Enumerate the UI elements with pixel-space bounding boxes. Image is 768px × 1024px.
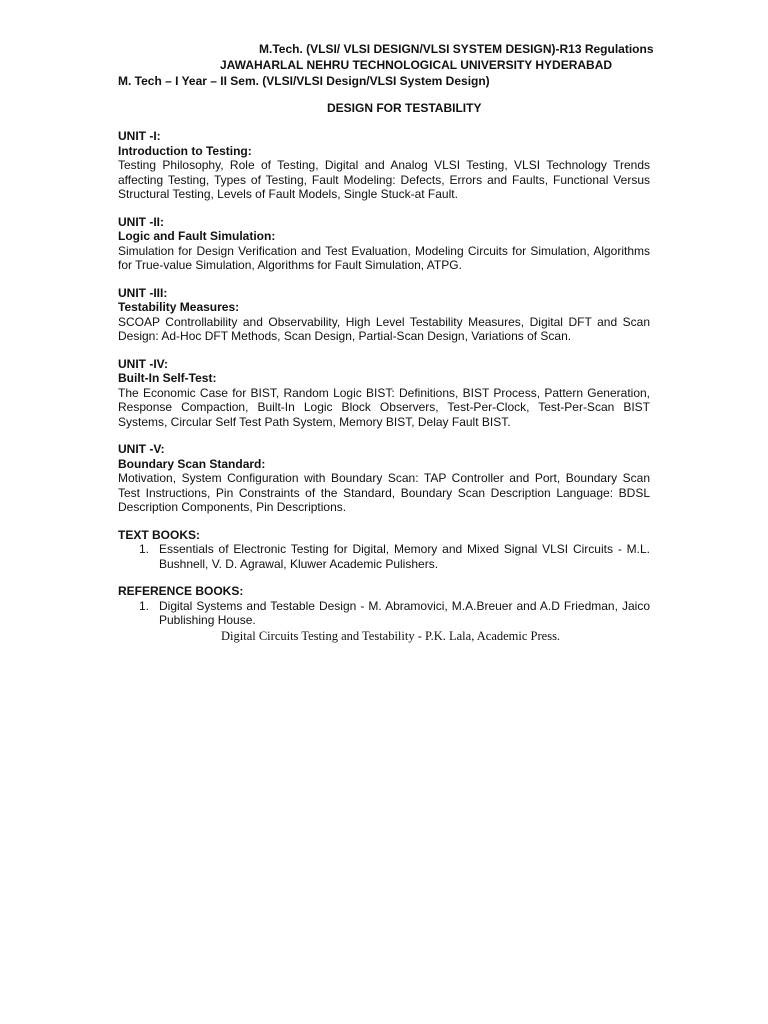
- book-number: 1.: [139, 598, 150, 613]
- unit-number: UNIT -I:: [118, 129, 161, 143]
- unit-title: Logic and Fault Simulation:: [118, 229, 276, 243]
- unit-section: [118, 129, 650, 202]
- text-books-section: [118, 528, 650, 572]
- course-title: DESIGN FOR TESTABILITY: [327, 101, 482, 115]
- unit-number: UNIT -II:: [118, 214, 164, 229]
- program-semester: M. Tech – I Year – II Sem. (VLSI/VLSI Design/VLSI System Design): [118, 74, 490, 88]
- reference-books-heading: REFERENCE BOOKS:: [118, 584, 244, 598]
- unit-title: Introduction to Testing:: [118, 143, 252, 158]
- unit-section: [118, 357, 650, 430]
- unit-number: UNIT -IV:: [118, 356, 168, 371]
- unit-topics: The Economic Case for BIST, Random Logic BIST: Definitions, BIST Process, Pattern Generation, Response Compaction, Built-In Logic Block Observers, Test-Per-Clock, Test-Per-Scan BIST Systems, Circular Self Test Path System, Memory BIST, Delay Fault BIST.: [118, 385, 650, 429]
- book-citation: Essentials of Electronic Testing for Digital, Memory and Mixed Signal VLSI Circuits - M.L. Bushnell, V. D. Agrawal, Kluwer Academic Pulishers.: [159, 542, 650, 571]
- reference-books-section: [118, 584, 650, 643]
- unit-title: Testability Measures:: [118, 300, 240, 314]
- book-entry: [118, 599, 650, 628]
- unit-topics: Motivation, System Configuration with Boundary Scan: TAP Controller and Port, Boundary Scan Test Instructions, Pin Constraints of the Standard, Boundary Scan Description Language: BDSL Description Components, Pin Descriptions.: [118, 471, 650, 514]
- regulation-header: M.Tech. (VLSI/ VLSI DESIGN/VLSI SYSTEM DESIGN)-R13 Regulations: [259, 42, 654, 56]
- unit-title: Boundary Scan Standard:: [118, 456, 266, 471]
- unit-section: [118, 215, 650, 273]
- unit-number: UNIT -III:: [118, 285, 168, 300]
- additional-reference: Digital Circuits Testing and Testability - P.K. Lala, Academic Press.: [221, 628, 561, 643]
- unit-section: [118, 286, 650, 344]
- book-number: 1.: [139, 542, 150, 556]
- unit-topics: Testing Philosophy, Role of Testing, Digital and Analog VLSI Testing, VLSI Technology Trends affecting Testing, Types of Testing, Fault Modeling: Defects, Errors and Faults, Functional Versus Structural Testing, Levels of Fault Models, Single Stuck-at Fault.: [118, 158, 650, 201]
- book-entry: [118, 542, 650, 571]
- unit-section: [118, 442, 650, 515]
- book-citation: Digital Systems and Testable Design - M. Abramovici, M.A.Breuer and A.D Friedman, Jaico Publishing House.: [159, 598, 650, 627]
- syllabus-content: [118, 129, 650, 656]
- university-name: JAWAHARLAL NEHRU TECHNOLOGICAL UNIVERSITY HYDERABAD: [220, 58, 613, 72]
- unit-title: Built-In Self-Test:: [118, 371, 217, 385]
- unit-topics: Simulation for Design Verification and Test Evaluation, Modeling Circuits for Simulation, Algorithms for True-value Simulation, Algorithms for Fault Simulation, ATPG.: [118, 243, 650, 272]
- unit-number: UNIT -V:: [118, 442, 165, 456]
- unit-topics: SCOAP Controllability and Observability, High Level Testability Measures, Digital DFT and Scan Design: Ad-Hoc DFT Methods, Scan Design, Partial-Scan Design, Variations of Scan.: [118, 314, 650, 343]
- text-books-heading: TEXT BOOKS:: [118, 527, 201, 542]
